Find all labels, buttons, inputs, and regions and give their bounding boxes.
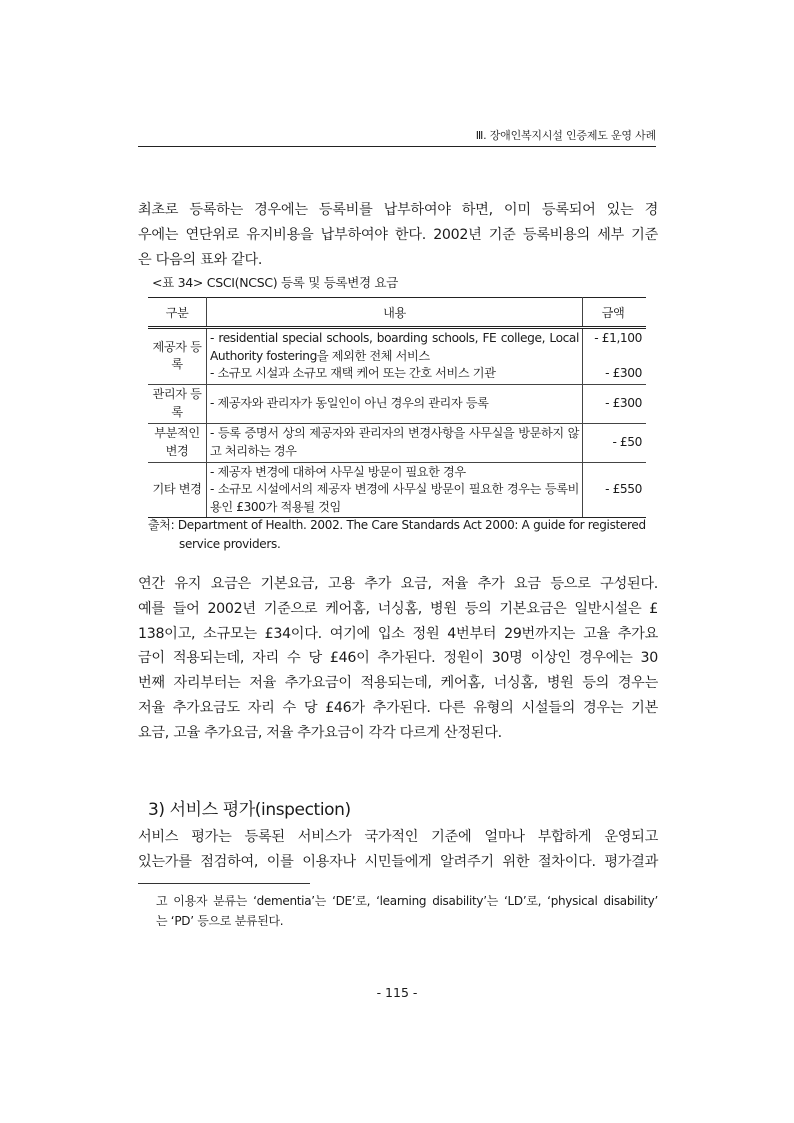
fee-line: 138이고, 소규모는 £34이다. 여기에 입소 정원 4번부터 29번까지는 고율 추가요 (138, 625, 658, 642)
row-amount (583, 328, 647, 385)
running-title: Ⅲ. 장애인복지시설 인증제도 운영 사례 (475, 129, 656, 142)
header-content: 내용 (207, 298, 583, 328)
fee-line: 금이 적용되는데, 자리 수 당 £46이 추가된다. 정원이 30명 이상인 경우에는 30 (138, 650, 658, 667)
table-row (148, 384, 646, 423)
footnote (156, 891, 658, 931)
header-rule (138, 146, 656, 147)
row-amount (583, 423, 647, 462)
content-line: - 소규모 시설과 소규모 재택 케어 또는 간호 서비스 기관 (210, 366, 496, 380)
table-row (148, 328, 646, 385)
source-line: service providers. (179, 536, 281, 551)
amount-value: - £50 (612, 434, 642, 449)
page-number: - 115 - (376, 985, 418, 1000)
footnote-rule (138, 883, 310, 884)
content-line: - 제공자 변경에 대하여 사무실 방문이 필요한 경우 (210, 464, 466, 479)
row-content (207, 384, 583, 423)
content-line: - residential special schools, boarding schools, FE college, Local Authority fostering을 제외한 전체 서비스 (210, 331, 579, 363)
fee-line: 요금, 고율 추가요금, 저율 추가요금이 각각 다르게 산정된다. (138, 724, 502, 741)
row-content (207, 462, 583, 518)
header-amount: 금액 (583, 298, 647, 328)
intro-paragraph (138, 198, 658, 272)
content-line: - 소규모 시설에서의 제공자 변경에 사무실 방문이 필요한 경우는 등록비용인 £300가 적용될 것임 (210, 482, 579, 514)
amount-value: - £1,100 (594, 331, 642, 346)
footnote-line: 고 이용자 분류는 ‘dementia’는 ‘DE’로, ‘learning disability’는 ‘LD’로, ‘physical disability’ (156, 894, 658, 908)
content-line: - 등록 증명서 상의 제공자와 관리자의 변경사항을 사무실을 방문하지 않고 처리하는 경우 (210, 426, 579, 458)
inspection-paragraph (138, 825, 658, 875)
inspection-line: 서비스 평가는 등록된 서비스가 국가적인 기준에 얼마나 부합하게 운영되고 (138, 829, 658, 845)
source-line: 출처: Department of Health. 2002. The Care Standards Act 2000: A guide for registered (148, 518, 646, 532)
row-category: 부분적인 변경 (148, 423, 207, 462)
fee-line: 예를 들어 2002년 기준으로 케어홈, 너싱홈, 병원 등의 기본요금은 일반시설은 £ (138, 600, 658, 617)
intro-line: 우에는 연단위로 유지비용을 납부하여야 한다. 2002년 기준 등록비용의 세부 기준 (138, 226, 658, 243)
section-heading: 3) 서비스 평가(inspection) (148, 800, 351, 820)
inspection-line: 있는가를 점검하여, 이를 이용자나 시민들에게 알려주기 위한 절차이다. 평가결과 (138, 853, 658, 870)
fee-table (148, 297, 646, 518)
amount-value: - £550 (605, 482, 642, 496)
table-header-row (148, 298, 646, 328)
intro-line: 최초로 등록하는 경우에는 등록비를 납부하여야 하면, 이미 등록되어 있는 경 (138, 202, 658, 218)
row-amount (583, 384, 647, 423)
footnote-line: 는 ‘PD’ 등으로 분류된다. (156, 914, 284, 928)
row-category: 기타 변경 (148, 462, 207, 518)
intro-line: 은 다음의 표와 같다. (138, 251, 263, 268)
fee-line: 연간 유지 요금은 기본요금, 고용 추가 요금, 저율 추가 요금 등으로 구성된다. (138, 576, 658, 592)
amount-value: - £300 (605, 365, 642, 380)
row-content (207, 328, 583, 385)
table-row (148, 423, 646, 462)
table-source (148, 516, 646, 553)
content-line: - 제공자와 관리자가 동일인이 아닌 경우의 관리자 등록 (210, 395, 489, 410)
row-category: 제공자 등록 (148, 328, 207, 385)
row-category: 관리자 등록 (148, 384, 207, 423)
fee-line: 저율 추가요금도 자리 수 당 £46가 추가된다. 다른 유형의 시설들의 경우는 기본 (138, 699, 658, 716)
fee-line: 번째 자리부터는 저율 추가요금이 적용되는데, 케어홈, 너싱홈, 병원 등의 경우는 (138, 675, 658, 692)
table-row (148, 462, 646, 518)
fee-paragraph (138, 572, 658, 746)
table-caption: <표 34> CSCI(NCSC) 등록 및 등록변경 요금 (152, 275, 399, 290)
header-category: 구분 (148, 298, 207, 328)
row-content (207, 423, 583, 462)
amount-value: - £300 (605, 395, 642, 410)
row-amount (583, 462, 647, 518)
